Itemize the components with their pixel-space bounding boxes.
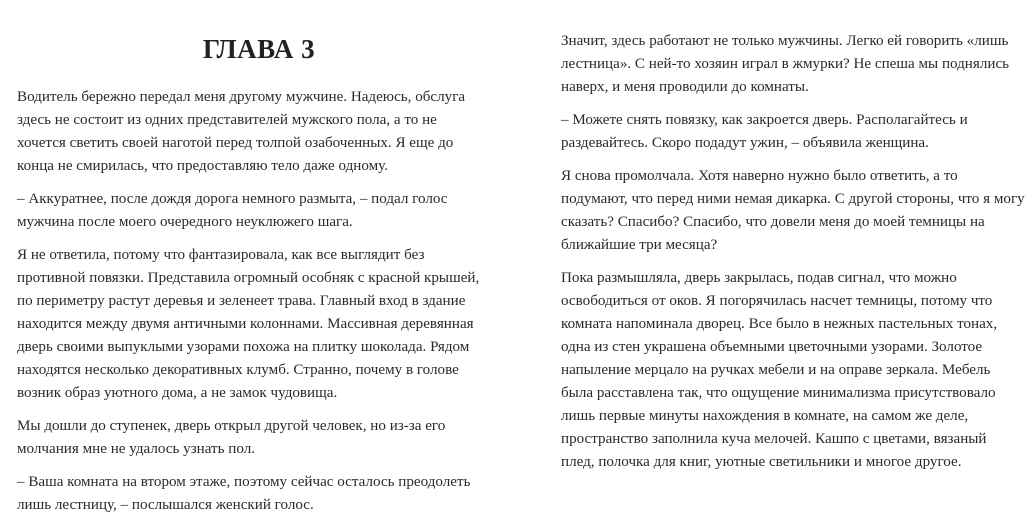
left-page	[17, 0, 497, 527]
text-line: – Аккуратнее, после дождя дорога немного размыта, – подал голос	[17, 191, 448, 207]
text-line: конца не смирилась, что предоставляю тело даже одному.	[17, 158, 388, 174]
paragraph	[561, 30, 1031, 99]
text-line: – Ваша комната на втором этаже, поэтому сейчас осталось преодолеть	[17, 474, 471, 490]
text-line: Значит, здесь работают не только мужчины. Легко ей говорить «лишь	[561, 33, 1009, 49]
text-line: одна из стен украшена объемными цветочными узорами. Золотое	[561, 339, 983, 355]
text-line: лишь первые минуты нахождения в комнате, на самом же деле,	[561, 408, 969, 424]
text-line: ближайшие три месяца?	[561, 237, 718, 253]
text-line: наверх, и меня проводили до комнаты.	[561, 79, 809, 95]
text-line: молчания мне не удалось узнать пол.	[17, 441, 256, 457]
text-line: дверь своими выпуклыми узорами похожа на плитку шоколада. Рядом	[17, 339, 470, 355]
paragraph	[561, 267, 1031, 474]
text-line: плед, полочка для книг, уютные светильники и многое другое.	[561, 454, 962, 470]
text-line: комната напоминала дворец. Все было в нежных пастельных тонах,	[561, 316, 998, 332]
text-line: Мы дошли до ступенек, дверь открыл другой человек, но из-за его	[17, 418, 446, 434]
text-line: раздевайтесь. Скоро подадут ужин, – объявила женщина.	[561, 135, 929, 151]
text-line: находится между двумя античными колоннами. Массивная деревянная	[17, 316, 474, 332]
text-line: Я снова промолчала. Хотя наверно нужно было ответить, а то	[561, 168, 958, 184]
text-line: мужчина после моего очередного неуклюжего шага.	[17, 214, 353, 230]
text-line: напыление мерцало на ручках мебели и на оправе зеркала. Мебель	[561, 362, 991, 378]
text-line: подумают, что перед ними немая дикарка. С другой стороны, что я могу	[561, 191, 1025, 207]
text-line: пространство заполнила куча мелочей. Кашпо с цветами, вязаный	[561, 431, 987, 447]
text-line: возник образ уютного дома, а не замок чудовища.	[17, 385, 338, 401]
text-line: лестница». С ней-то хозяин играл в жмурки? Не спеша мы поднялись	[561, 56, 1010, 72]
text-line: находятся несколько декоративных клумб. Странно, почему в голове	[17, 362, 459, 378]
text-line: освободиться от оков. Я погорячилась насчет темницы, потому что	[561, 293, 993, 309]
text-line: противной повязки. Представила огромный особняк с красной крышей,	[17, 270, 480, 286]
paragraph	[17, 86, 497, 178]
paragraph	[17, 188, 497, 234]
text-line: лишь лестницу, – послышался женский голос.	[17, 497, 314, 513]
text-line: Я не ответила, потому что фантазировала, как все выглядит без	[17, 247, 425, 263]
paragraph	[17, 244, 497, 405]
text-line: по периметру растут деревья и зеленеет трава. Главный вход в здание	[17, 293, 466, 309]
text-line: – Можете снять повязку, как закроется дверь. Располагайтесь и	[561, 112, 968, 128]
text-line: Водитель бережно передал меня другому мужчине. Надеюсь, обслуга	[17, 89, 466, 105]
paragraph	[17, 415, 497, 461]
chapter-title: ГЛАВА 3	[202, 34, 316, 64]
text-line: сказать? Спасибо? Спасибо, что довели меня до моей темницы на	[561, 214, 985, 230]
paragraph	[561, 165, 1031, 257]
text-line: здесь не состоит из одних представителей мужского пола, а то не	[17, 112, 437, 128]
text-line: хочется светить своей наготой перед толпой озабоченных. Я еще до	[17, 135, 454, 151]
right-page	[561, 0, 1031, 484]
paragraph	[17, 471, 497, 517]
text-line: была расставлена так, что ощущение минимализма присутствовало	[561, 385, 996, 401]
paragraph	[561, 109, 1031, 155]
text-line: Пока размышляла, дверь закрылась, подав сигнал, что можно	[561, 270, 957, 286]
